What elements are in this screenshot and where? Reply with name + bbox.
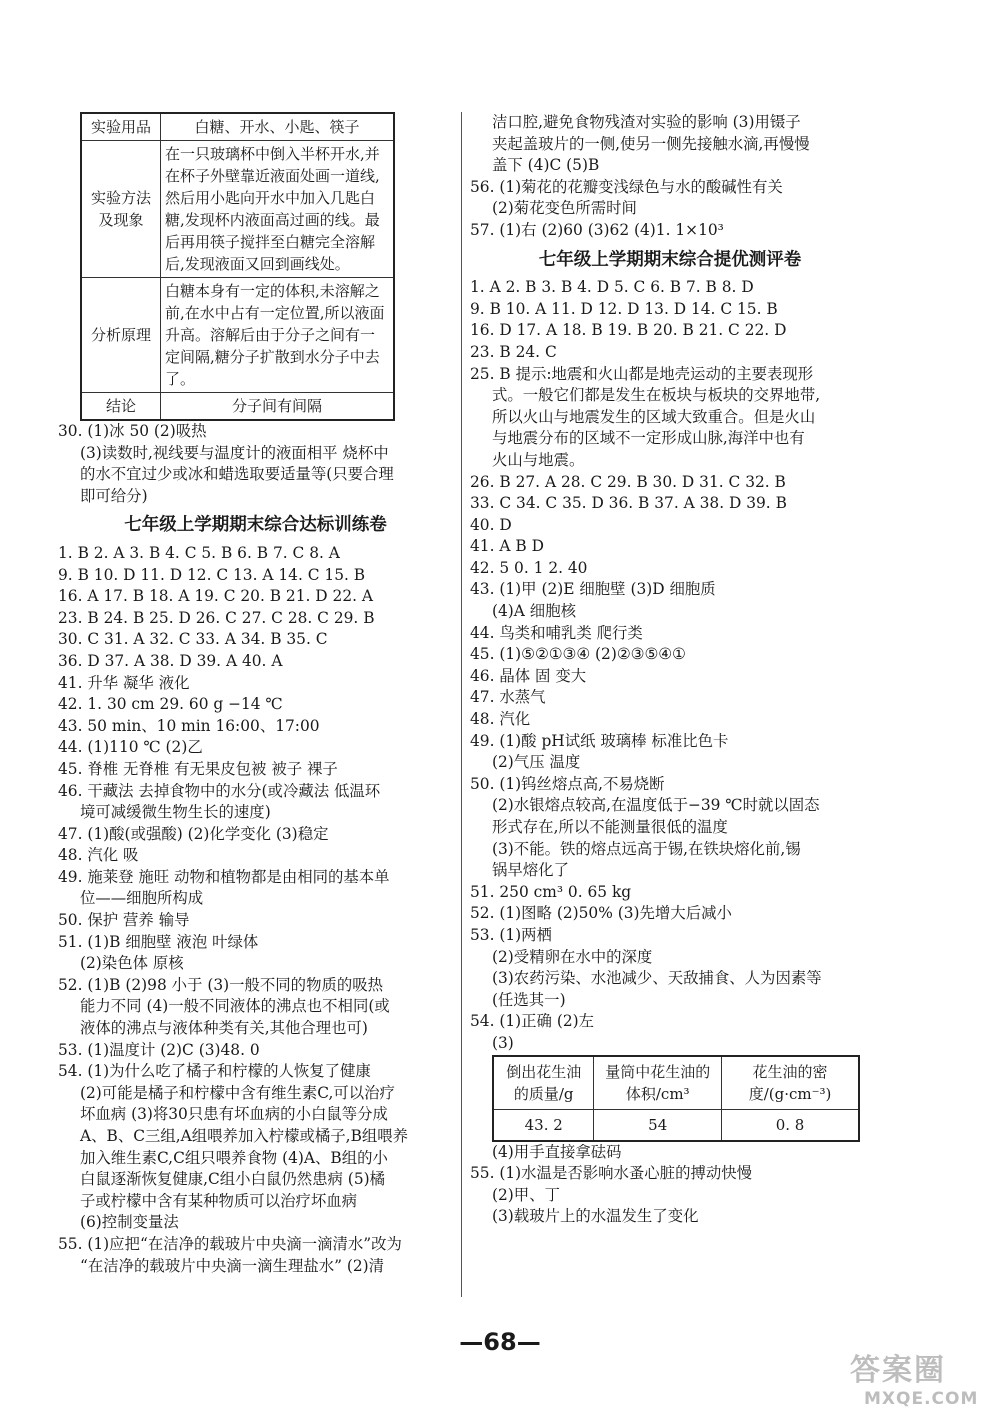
table-cell-content: 白糖、开水、小匙、筷子: [161, 113, 395, 141]
table-cell: 0. 8: [722, 1109, 859, 1141]
table-row: [81, 278, 394, 393]
answer-line: 53. (1)两栖: [470, 925, 552, 944]
answer-line: 洁口腔,避免食物残渣对实验的影响 (3)用镊子: [492, 113, 801, 131]
answer-line: 41. A B D: [470, 537, 544, 556]
table-header-cell: 花生油的密度/(g·cm⁻³): [722, 1056, 859, 1110]
answer-line: 54. (1)为什么吃了橘子和柠檬的人恢复了健康: [58, 1062, 371, 1081]
answer-line: 42. 1. 30 cm 29. 60 g −14 ℃: [58, 695, 283, 714]
answer-line: 的水不宜过少或冰和蜡选取要适量等(只要合理: [80, 465, 394, 484]
answer-line: 白鼠逐渐恢复健康,C组小白鼠仍然患病 (5)橘: [80, 1170, 386, 1189]
answer-line: 25. B 提示:地震和火山都是地壳运动的主要表现形: [470, 364, 814, 383]
table-cell-label: 分析原理: [81, 278, 161, 393]
table-cell: 54: [594, 1109, 722, 1141]
answer-line: 44. 鸟类和哺乳类 爬行类: [470, 623, 643, 642]
answer-line: (3)不能。铁的熔点远高于锡,在铁块熔化前,锡: [492, 839, 801, 858]
answer-line: “在洁净的载玻片中央滴一滴生理盐水” (2)清: [80, 1256, 385, 1275]
answer-line: 式。一般它们都是发生在板块与板块的交界地带,: [492, 386, 821, 405]
answer-line: (4)用手直接拿砝码: [492, 1142, 622, 1161]
answer-line: 30. C 31. A 32. C 33. A 34. B 35. C: [58, 630, 328, 649]
table-row: [81, 393, 394, 421]
section-title-2: 七年级上学期期末综合提优测评卷: [538, 249, 802, 270]
answer-line: (2)可能是橘子和柠檬中含有维生素C,可以治疗: [80, 1083, 395, 1102]
answer-line: 47. 水蒸气: [470, 688, 546, 707]
left-answer-lines: [58, 543, 453, 1277]
answer-line: (2)水银熔点较高,在温度低于−39 ℃时就以固态: [492, 796, 820, 815]
column-divider: [461, 112, 462, 1297]
answer-line: 能力不同 (4)一般不同液体的沸点也不相同(或: [80, 997, 390, 1016]
answer-line: 位——细胞所构成: [80, 889, 204, 908]
answer-line: 36. D 37. A 38. D 39. A 40. A: [58, 651, 283, 670]
watermark-url: MXQE.COM: [864, 1389, 979, 1409]
answer-line: 47. (1)酸(或强酸) (2)化学变化 (3)稳定: [58, 824, 329, 843]
table-cell-content: 分子间有间隔: [161, 393, 395, 421]
left-column: [58, 112, 453, 1277]
answer-line: 48. 汽化 吸: [58, 846, 139, 865]
answer-line: (2)甲、丁: [492, 1185, 560, 1204]
answer-line: 夹起盖玻片的一侧,使另一侧先接触水滴,再慢慢: [492, 134, 810, 153]
answer-line: 52. (1)图略 (2)50% (3)先增大后减小: [470, 904, 732, 923]
answer-line: 42. 5 0. 1 2. 40: [470, 558, 588, 577]
answer-line: 33. C 34. C 35. D 36. B 37. A 38. D 39. B: [470, 494, 787, 513]
answer-line: 盖下 (4)C (5)B: [492, 156, 600, 175]
table-header-row: [493, 1056, 859, 1110]
answer-line: (3): [492, 1033, 514, 1052]
answer-line: 9. B 10. A 11. D 12. D 13. D 14. C 15. B: [470, 299, 778, 318]
table-row: [493, 1109, 859, 1141]
table-cell-label: 实验用品: [81, 113, 161, 141]
answer-line: 16. A 17. B 18. A 19. C 20. B 21. D 22. A: [58, 587, 374, 606]
answer-line: 23. B 24. C: [470, 342, 557, 361]
answer-line: 加入维生素C,C组只喂养食物 (4)A、B组的小: [80, 1148, 388, 1167]
answer-line: 境可减缓微生物生长的速度): [80, 803, 271, 822]
table-cell-content: 白糖本身有一定的体积,未溶解之前,在水中占有一定位置,所以液面升高。溶解后由于分子之间有一定间隔,糖分子扩散到水分子中去了。: [161, 278, 395, 393]
answer-line: 子或柠檬中含有某种物质可以治疗坏血病: [80, 1191, 358, 1210]
answer-line: 46. 晶体 固 变大: [470, 666, 587, 685]
right-top-lines: [470, 112, 870, 242]
answer-line: 52. (1)B (2)98 小于 (3)一般不同的物质的吸热: [58, 975, 384, 994]
answer-line: 30. (1)冰 50 (2)吸热: [58, 422, 207, 440]
answer-line: (2)受精卵在水中的深度: [492, 947, 653, 966]
right-column: [470, 112, 870, 1228]
answer-line: 1. B 2. A 3. B 4. C 5. B 6. B 7. C 8. A: [58, 543, 340, 562]
answer-line: (3)农药污染、水池减少、天敌捕食、人为因素等: [492, 969, 822, 988]
table-cell-label: 实验方法及现象: [81, 141, 161, 278]
answer-line: 56. (1)菊花的花瓣变浅绿色与水的酸碱性有关: [470, 177, 783, 196]
page-number: —68—: [459, 1328, 541, 1356]
table-cell-label: 结论: [81, 393, 161, 421]
table-cell-content: 在一只玻璃杯中倒入半杯开水,并在杯子外壁靠近液面处画一道线,然后用小匙向开水中加入几匙白糖,发现杯内液面高过画的线。最后再用筷子搅拌至白糖完全溶解后,发现液面又回到画线处。: [161, 141, 395, 278]
answer-line: 所以火山与地震发生的区域大致重合。但是火山: [492, 407, 816, 426]
answer-line: 锅早熔化了: [492, 861, 569, 880]
answer-line: 形式存在,所以不能测量很低的温度: [492, 818, 728, 836]
answer-line: 49. 施莱登 施旺 动物和植物都是由相同的基本单: [58, 867, 390, 886]
answer-line: (3)载玻片上的水温发生了变化: [492, 1207, 699, 1226]
answer-line: 9. B 10. D 11. D 12. C 13. A 14. C 15. B: [58, 565, 366, 584]
answer-line: 45. (1)⑤②①③④ (2)②③⑤④①: [470, 645, 686, 664]
answer-line: A、B、C三组,A组喂养加入柠檬或橘子,B组喂养: [80, 1127, 409, 1145]
answer-line: 50. (1)钨丝熔点高,不易烧断: [470, 774, 665, 793]
answer-line: 与地震分布的区域不一定形成山脉,海洋中也有: [492, 429, 805, 448]
right-answer-lines: [470, 277, 870, 1054]
answer-line: 48. 汽化: [470, 710, 531, 729]
answer-line: 51. 250 cm³ 0. 65 kg: [470, 882, 632, 901]
answer-line: 50. 保护 营养 输导: [58, 911, 190, 930]
table-header-cell: 量筒中花生油的体积/cm³: [594, 1056, 722, 1110]
answer-line: 54. (1)正确 (2)左: [470, 1012, 595, 1031]
answer-line: (4)A 细胞核: [492, 602, 576, 621]
answer-line: 液体的沸点与液体种类有关,其他合理也可): [80, 1019, 368, 1038]
watermark-text: 答案圈: [850, 1353, 946, 1388]
answer-line: 23. B 24. B 25. D 26. C 27. C 28. C 29. B: [58, 608, 375, 627]
left-top-lines: [58, 421, 453, 507]
answer-line: 坏血病 (3)将30只患有坏血病的小白鼠等分成: [80, 1105, 388, 1124]
answer-line: 1. A 2. B 3. B 4. D 5. C 6. B 7. B 8. D: [470, 278, 754, 297]
answer-line: 55. (1)应把“在洁净的载玻片中央滴一滴清水”改为: [58, 1234, 402, 1253]
watermark-logo: [850, 1345, 985, 1415]
answer-line: 43. (1)甲 (2)E 细胞壁 (3)D 细胞质: [470, 580, 716, 599]
answer-line: (2)染色体 原核: [80, 954, 184, 973]
answer-line: (3)读数时,视线要与温度计的液面相平 烧杯中: [80, 443, 389, 462]
answer-line: (2)菊花变色所需时间: [492, 199, 637, 218]
table-cell: 43. 2: [493, 1109, 594, 1141]
answer-line: (2)气压 温度: [492, 753, 581, 772]
right-bottom-lines: [470, 1142, 870, 1228]
answer-line: 46. 干藏法 去掉食物中的水分(或冷藏法 低温环: [58, 781, 381, 800]
peanut-oil-table: [492, 1055, 860, 1142]
answer-line: 53. (1)温度计 (2)C (3)48. 0: [58, 1040, 260, 1059]
table-row: [81, 141, 394, 278]
experiment-table: [80, 112, 395, 421]
table-row: [81, 113, 394, 141]
section-title-1: 七年级上学期期末综合达标训练卷: [124, 515, 387, 536]
answer-line: 51. (1)B 细胞壁 液泡 叶绿体: [58, 932, 259, 951]
answer-line: 49. (1)酸 pH试纸 玻璃棒 标准比色卡: [470, 731, 729, 750]
answer-line: 55. (1)水温是否影响水蚤心脏的搏动快慢: [470, 1164, 753, 1183]
table-header-cell: 倒出花生油的质量/g: [493, 1056, 594, 1110]
answer-line: (任选其一): [492, 990, 566, 1009]
answer-line: 即可给分): [80, 486, 148, 505]
answer-line: 43. 50 min、10 min 16:00、17:00: [58, 716, 320, 735]
answer-line: 57. (1)右 (2)60 (3)62 (4)1. 1×10³: [470, 220, 724, 239]
answer-line: 45. 脊椎 无脊椎 有无果皮包被 被子 裸子: [58, 759, 338, 778]
answer-line: 16. D 17. A 18. B 19. B 20. B 21. C 22. D: [470, 321, 787, 340]
answer-line: 41. 升华 凝华 液化: [58, 673, 190, 692]
answer-line: 44. (1)110 ℃ (2)乙: [58, 738, 203, 757]
answer-line: 26. B 27. A 28. C 29. B 30. D 31. C 32. B: [470, 472, 786, 491]
answer-line: 40. D: [470, 515, 512, 534]
answer-line: (6)控制变量法: [80, 1213, 179, 1232]
answer-line: 火山与地震。: [492, 450, 585, 469]
